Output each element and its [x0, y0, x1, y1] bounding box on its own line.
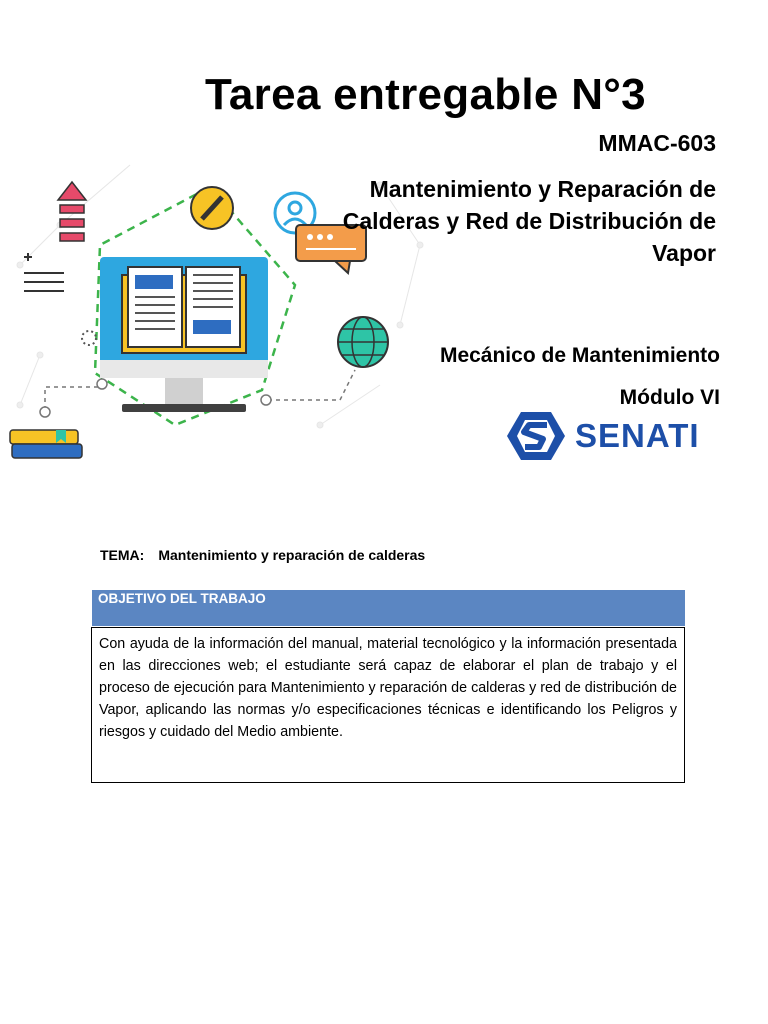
globe-icon [338, 317, 388, 367]
open-book-icon [122, 267, 246, 353]
senati-emblem-icon [505, 408, 567, 464]
senati-logo-text: SENATI [575, 417, 700, 454]
module-label: Módulo VI [619, 386, 720, 409]
pencil-icon [191, 187, 233, 229]
loading-dots-icon [82, 331, 96, 345]
career-name: Mecánico de Mantenimiento [439, 344, 720, 367]
objective-heading: OBJETIVO DEL TRABAJO [92, 590, 685, 626]
books-icon [10, 430, 82, 458]
objective-text: Con ayuda de la información del manual, material tecnológico y la información presentada en las direcciones web; el estudiante será capaz de elaborar el plan de trabajo y el proceso de ejecución para Mantenimiento y reparación de calderas y red de distribución de Vapor, aplicando las normas y/o especificaciones técnicas e identificando los Peligros y riesgos y cuidado del Medio ambiente. [91, 627, 685, 783]
tema-value: Mantenimiento y reparación de calderas [158, 547, 426, 563]
tema-label: TEMA: [100, 547, 145, 563]
course-code: MMAC-603 [598, 130, 716, 156]
tema-line [100, 547, 425, 563]
course-name: Mantenimiento y Reparación de Calderas y Red de Distribución de Vapor [342, 176, 716, 266]
page-title: Tarea entregable N°3 [205, 70, 646, 119]
text-lines-icon [24, 253, 64, 291]
arrow-up-icon [58, 182, 86, 241]
senati-logo [505, 408, 705, 464]
